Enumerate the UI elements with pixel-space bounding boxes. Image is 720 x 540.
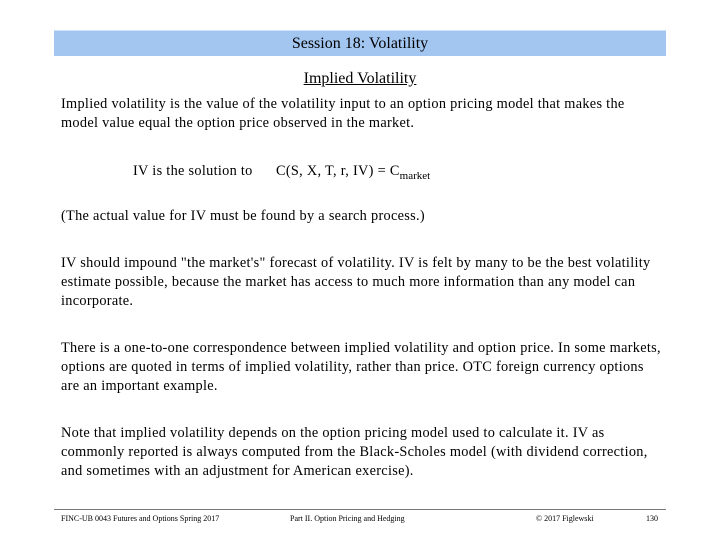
slide-subtitle: Implied Volatility: [303, 70, 417, 87]
footer-page-number: 130: [646, 514, 658, 523]
search-note-paragraph: (The actual value for IV must be found by a search process.): [61, 208, 425, 224]
slide-title: Session 18: Volatility: [291, 35, 429, 52]
formula-main: C(S, X, T, r, IV) = C: [276, 163, 400, 179]
footer-course: FINC-UB 0043 Futures and Options Spring 2017: [61, 514, 220, 523]
definition-paragraph: Implied volatility is the value of the volatility input to an option pricing model that makes the model value equal the option price observed in the market.: [61, 96, 625, 131]
footer-part: Part II. Option Pricing and Hedging: [290, 514, 405, 523]
correspondence-paragraph: There is a one-to-one correspondence between implied volatility and option price. In some markets, options are quoted in terms of implied volatility, rather than price. OTC foreign currency options are an important example.: [61, 340, 661, 394]
slide-title-bar: [54, 30, 666, 56]
formula-expression: [276, 163, 430, 182]
formula-label: IV is the solution to: [133, 163, 253, 179]
model-paragraph: Note that implied volatility depends on the option pricing model used to calculate it. IV as commonly reported is always computed from the Black-Scholes model (with dividend correction, and sometimes with an adjustment for American exercise).: [61, 425, 648, 479]
forecast-paragraph: IV should impound "the market's" forecast of volatility. IV is felt by many to be the best volatility estimate possible, because the market has access to much more information than any model can incorporate.: [61, 255, 651, 309]
formula-subscript: market: [399, 170, 431, 182]
footer-copyright: © 2017 Figlewski: [536, 514, 594, 523]
footer-divider: [54, 509, 666, 510]
